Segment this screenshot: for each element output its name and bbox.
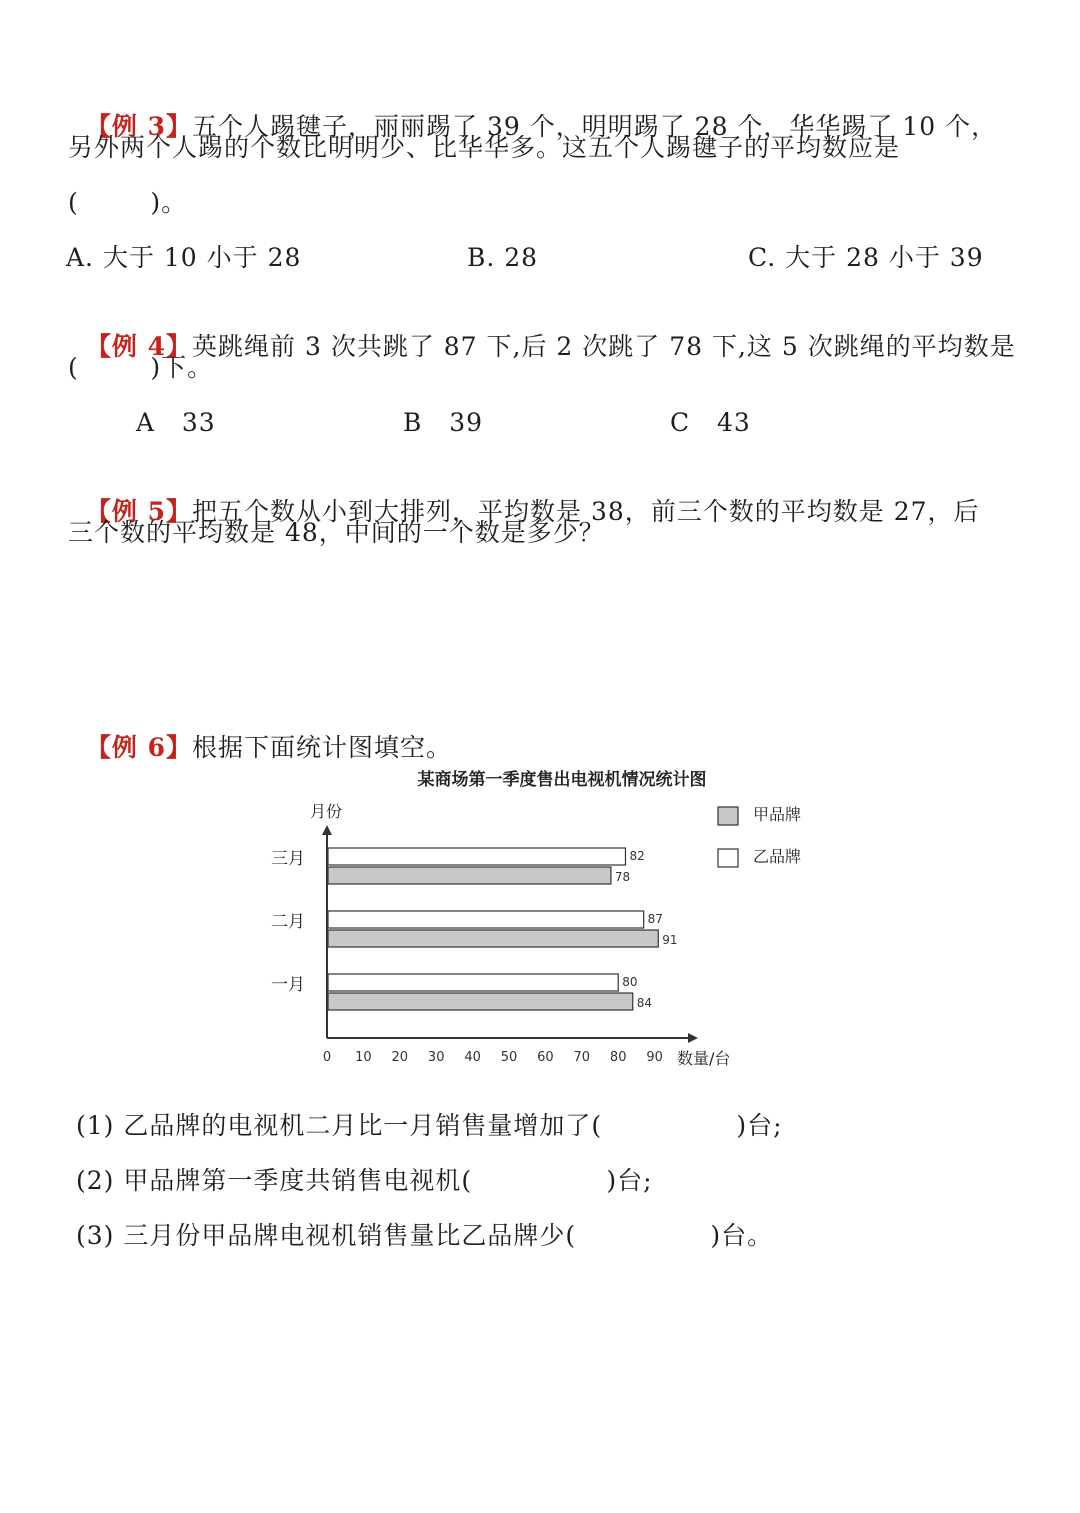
bar-jia [328,993,633,1010]
x-tick-label: 40 [464,1050,481,1065]
x-tick-label: 30 [427,1050,445,1065]
x-axis-label: 数量/台 [677,1049,731,1068]
tv-sales-chart [250,755,830,1085]
x-tick-label: 10 [355,1050,372,1065]
bar-yi [328,911,644,928]
ex4-option-b: B 39 [403,408,484,437]
x-tick-label: 20 [391,1050,409,1065]
ex3-option-c: C. 大于 28 小于 39 [748,243,984,272]
bar-jia [328,930,658,947]
ex3-line2: 另外两个人踢的个数比明明少、比华华多。这五个人踢毽子的平均数应是 [68,133,901,162]
ex4-option-a: A 33 [136,408,216,437]
ex3-option-b: B. 28 [467,243,539,272]
bar-yi [328,848,625,865]
ex6-tag: 【例 6】 [85,733,193,762]
legend-label-yi: 乙品牌 [753,847,802,866]
x-tick-label: 90 [646,1050,663,1065]
x-tick-label: 50 [500,1050,518,1065]
legend-swatch-jia [718,807,738,825]
bar-yi [328,974,618,991]
ex4-text1: 英跳绳前 3 次共跳了 87 下,后 2 次跳了 78 下,这 5 次跳绳的平均数是 [192,332,1016,361]
ex4-option-c: C 43 [670,408,751,437]
category-label: 三月 [271,849,305,869]
x-axis-arrow [688,1033,698,1043]
ex6-question-3: (3) 三月份甲品牌电视机销售量比乙品牌少( )台。 [76,1221,774,1250]
chart-title: 某商场第一季度售出电视机情况统计图 [417,770,707,790]
ex5-line2: 三个数的平均数是 48，中间的一个数是多少？ [68,518,605,547]
ex6-question-1: (1) 乙品牌的电视机二月比一月销售量增加了( )台; [76,1111,783,1140]
y-axis-arrow [322,825,332,835]
bar-jia [328,867,611,884]
data-label: 80 [622,975,638,989]
ex6-question-2: (2) 甲品牌第一季度共销售电视机( )台; [76,1166,653,1195]
x-tick-label: 80 [609,1050,627,1065]
data-label: 87 [647,912,663,926]
ex3-text1: 五个人踢毽子，丽丽踢了 39 个，明明踢了 28 个，华华踢了 10 个， [192,112,998,141]
x-tick-label: 0 [322,1050,332,1065]
data-label: 91 [662,933,678,947]
ex4-tag: 【例 4】 [85,332,193,361]
legend-swatch-yi [718,849,738,867]
y-axis-label: 月份 [310,802,343,821]
data-label: 84 [636,996,653,1010]
data-label: 78 [614,870,631,884]
ex3-line3: ( )。 [68,188,188,217]
x-tick-label: 70 [573,1050,591,1065]
ex6-text1: 根据下面统计图填空。 [192,733,453,762]
ex4-line2: ( )下。 [68,353,214,382]
ex5-tag: 【例 5】 [85,497,193,526]
ex5-text1: 把五个数从小到大排列，平均数是 38，前三个数的平均数是 27，后 [192,497,980,526]
category-label: 二月 [271,912,305,932]
ex3-tag: 【例 3】 [85,112,193,141]
legend-label-jia: 甲品牌 [753,805,802,824]
x-tick-label: 60 [537,1050,554,1065]
data-label: 82 [629,849,645,863]
category-label: 一月 [271,975,305,995]
ex3-option-a: A. 大于 10 小于 28 [66,243,302,272]
